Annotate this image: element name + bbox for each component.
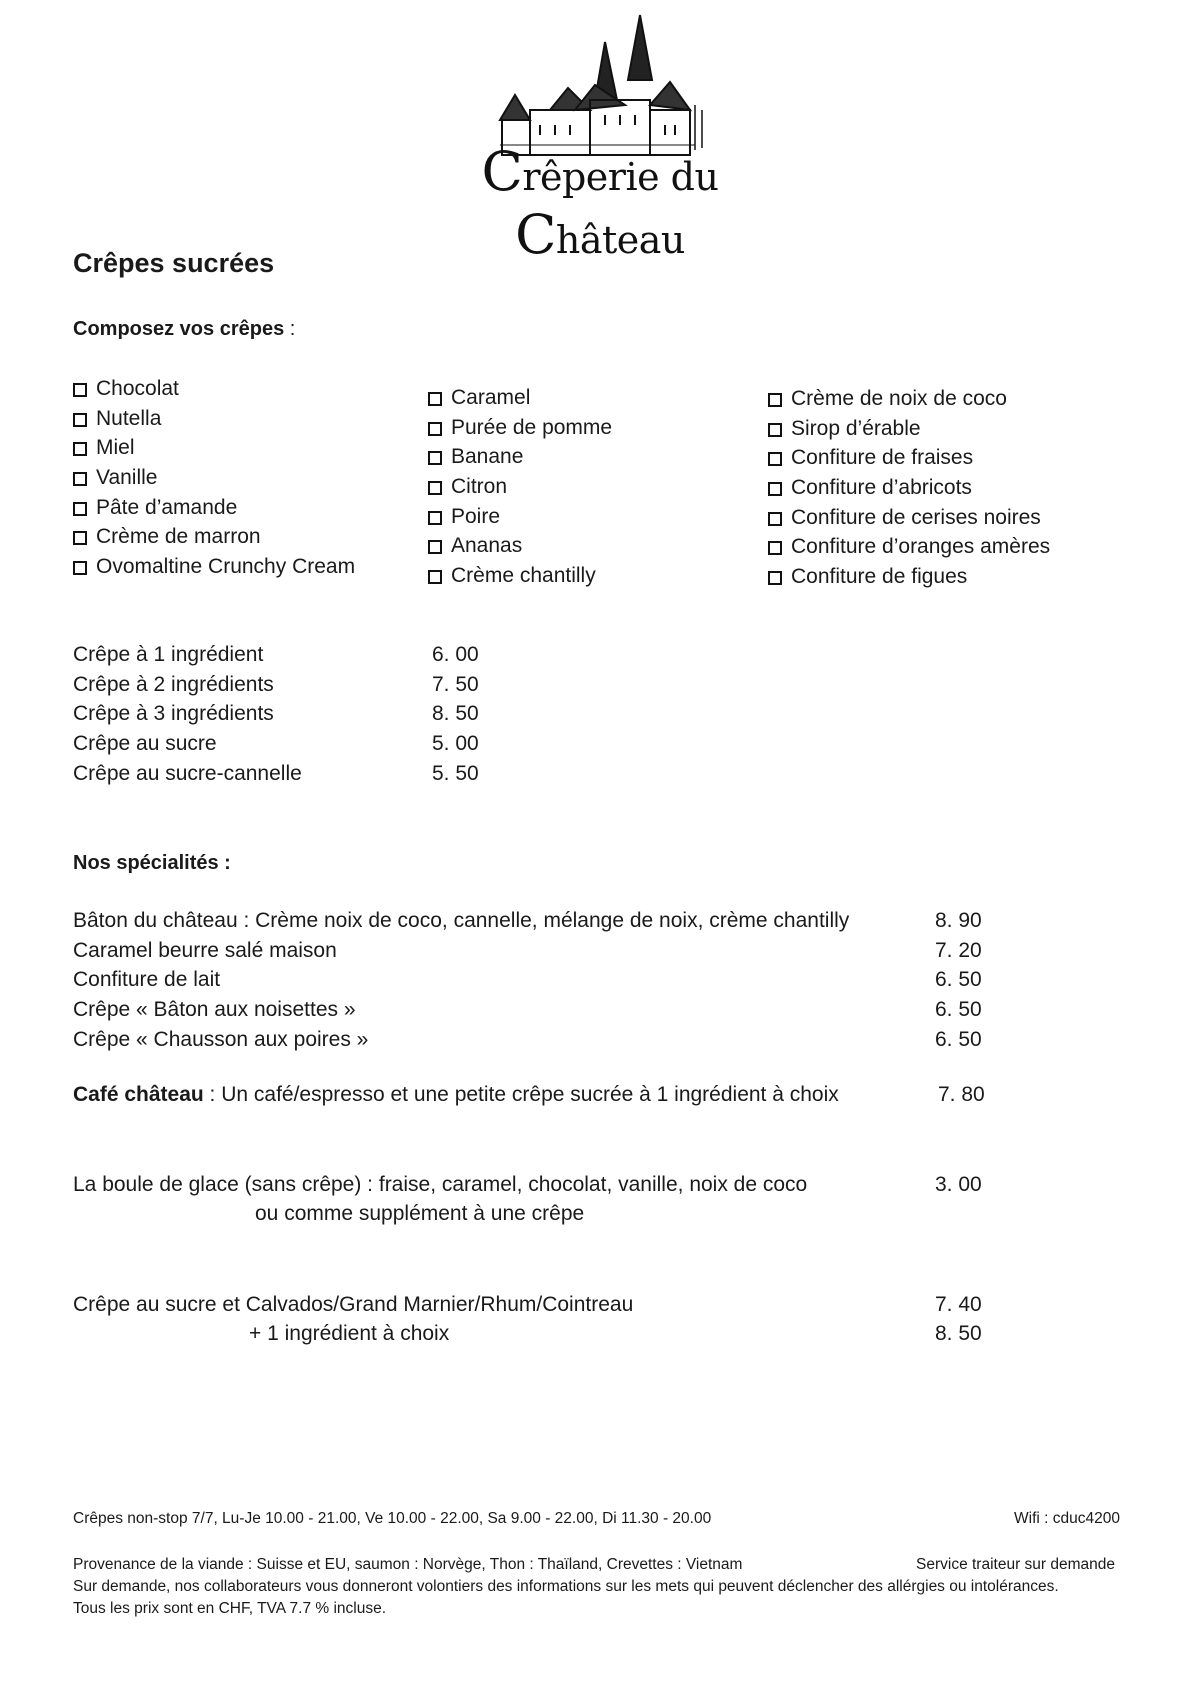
cafe-chateau-description: : Un café/espresso et une petite crêpe sucrée à 1 ingrédient à choix [203,1083,839,1106]
ingredient-option[interactable]: Miel [73,433,355,463]
ingredient-option[interactable]: Vanille [73,463,355,493]
ice-cream-price: 3. 00 [935,1173,982,1196]
checkbox-icon[interactable] [73,442,87,456]
checkbox-icon[interactable] [428,481,442,495]
allergy-note: Sur demande, nos collaborateurs vous donneront volontiers des informations sur les mets qui peuvent déclencher des allérgies ou intolérances. [73,1578,1059,1595]
ingredient-option[interactable]: Purée de pomme [428,413,612,443]
price-row: Crêpe à 1 ingrédient 6. 00 [73,643,479,666]
ingredient-option[interactable]: Ananas [428,531,612,561]
ingredient-option[interactable]: Nutella [73,404,355,434]
ingredient-option[interactable]: Ovomaltine Crunchy Cream [73,552,355,582]
cafe-chateau-name: Café château [73,1083,204,1106]
catering-note: Service traiteur sur demande [916,1556,1116,1573]
ingredient-option[interactable]: Confiture d’oranges amères [768,532,1050,562]
checkbox-icon[interactable] [768,512,782,526]
cafe-chateau-item [73,1083,839,1107]
checkbox-icon[interactable] [768,571,782,585]
ingredients-column-3 [768,384,1050,592]
ingredient-option[interactable]: Sirop d’érable [768,414,1050,444]
price-row: Crêpe à 2 ingrédients 7. 50 [73,672,479,696]
ingredient-option[interactable]: Confiture de figues [768,562,1050,592]
compose-heading: Composez vos crêpes : [73,318,296,340]
page-title: Crêpes sucrées [73,248,275,278]
specialty-row: Confiture de lait 6. 50 [73,968,982,992]
checkbox-icon[interactable] [768,393,782,407]
checkbox-icon[interactable] [428,422,442,436]
checkbox-icon[interactable] [428,392,442,406]
checkbox-icon[interactable] [428,540,442,554]
ingredient-option[interactable]: Poire [428,502,612,532]
ingredient-option[interactable]: Pâte d’amande [73,493,355,523]
ingredient-option[interactable]: Chocolat [73,374,355,404]
ingredients-column-2 [428,383,612,591]
checkbox-icon[interactable] [428,451,442,465]
price-row: Crêpe au sucre-cannelle 5. 50 [73,761,479,785]
ice-cream-line-1: La boule de glace (sans crêpe) : fraise, caramel, chocolat, vanille, noix de coco [73,1173,808,1196]
prices-note: Tous les prix sont en CHF, TVA 7.7 % incluse. [73,1600,387,1617]
ingredient-option[interactable]: Crème chantilly [428,561,612,591]
specialty-row: Bâton du château : Crème noix de coco, cannelle, mélange de noix, crème chantilly 8. 90 [73,909,982,932]
ingredient-option[interactable]: Banane [428,442,612,472]
checkbox-icon[interactable] [73,472,87,486]
checkbox-icon[interactable] [428,511,442,525]
castle-sketch-icon [480,10,720,160]
restaurant-logo [420,10,780,266]
liquor-crepe-price: 7. 40 [935,1293,982,1316]
specialty-row: Caramel beurre salé maison 7. 20 [73,938,982,962]
checkbox-icon[interactable] [73,561,87,575]
checkbox-icon[interactable] [73,383,87,397]
cafe-chateau-price: 7. 80 [938,1083,985,1106]
brand-name: Crêperie du Château [481,140,719,266]
ingredient-option[interactable]: Caramel [428,383,612,413]
meat-provenance: Provenance de la viande : Suisse et EU, saumon : Norvège, Thon : Thaïland, Crevettes : Vietnam [73,1556,743,1573]
checkbox-icon[interactable] [73,502,87,516]
liquor-crepe-line-2: + 1 ingrédient à choix [249,1322,450,1345]
ingredient-option[interactable]: Confiture de fraises [768,443,1050,473]
price-row: Crêpe à 3 ingrédients 8. 50 [73,702,479,726]
wifi-info: Wifi : cduc4200 [1014,1510,1120,1527]
specialties-heading: Nos spécialités : [73,852,231,874]
ingredient-option[interactable]: Confiture d’abricots [768,473,1050,503]
ingredients-column-1 [73,374,355,582]
specialty-row: Crêpe « Bâton aux noisettes » 6. 50 [73,998,982,1022]
checkbox-icon[interactable] [768,482,782,496]
checkbox-icon[interactable] [73,413,87,427]
checkbox-icon[interactable] [428,570,442,584]
ingredient-option[interactable]: Confiture de cerises noires [768,503,1050,533]
base-price-list [73,640,573,788]
ingredient-option[interactable]: Crème de marron [73,522,355,552]
liquor-crepe-extra-price: 8. 50 [935,1322,982,1345]
checkbox-icon[interactable] [768,452,782,466]
price-row: Crêpe au sucre 5. 00 [73,732,479,756]
checkbox-icon[interactable] [73,531,87,545]
ice-cream-line-2: ou comme supplément à une crêpe [255,1202,585,1225]
checkbox-icon[interactable] [768,423,782,437]
specialty-row: Crêpe « Chausson aux poires » 6. 50 [73,1027,982,1051]
opening-hours: Crêpes non-stop 7/7, Lu-Je 10.00 - 21.00, Ve 10.00 - 22.00, Sa 9.00 - 22.00, Di 11.30 - 20.00 [73,1510,712,1527]
ingredient-option[interactable]: Crème de noix de coco [768,384,1050,414]
checkbox-icon[interactable] [768,541,782,555]
specialties-list [73,906,993,1054]
ingredient-option[interactable]: Citron [428,472,612,502]
liquor-crepe-line-1: Crêpe au sucre et Calvados/Grand Marnier/Rhum/Cointreau [73,1293,634,1316]
